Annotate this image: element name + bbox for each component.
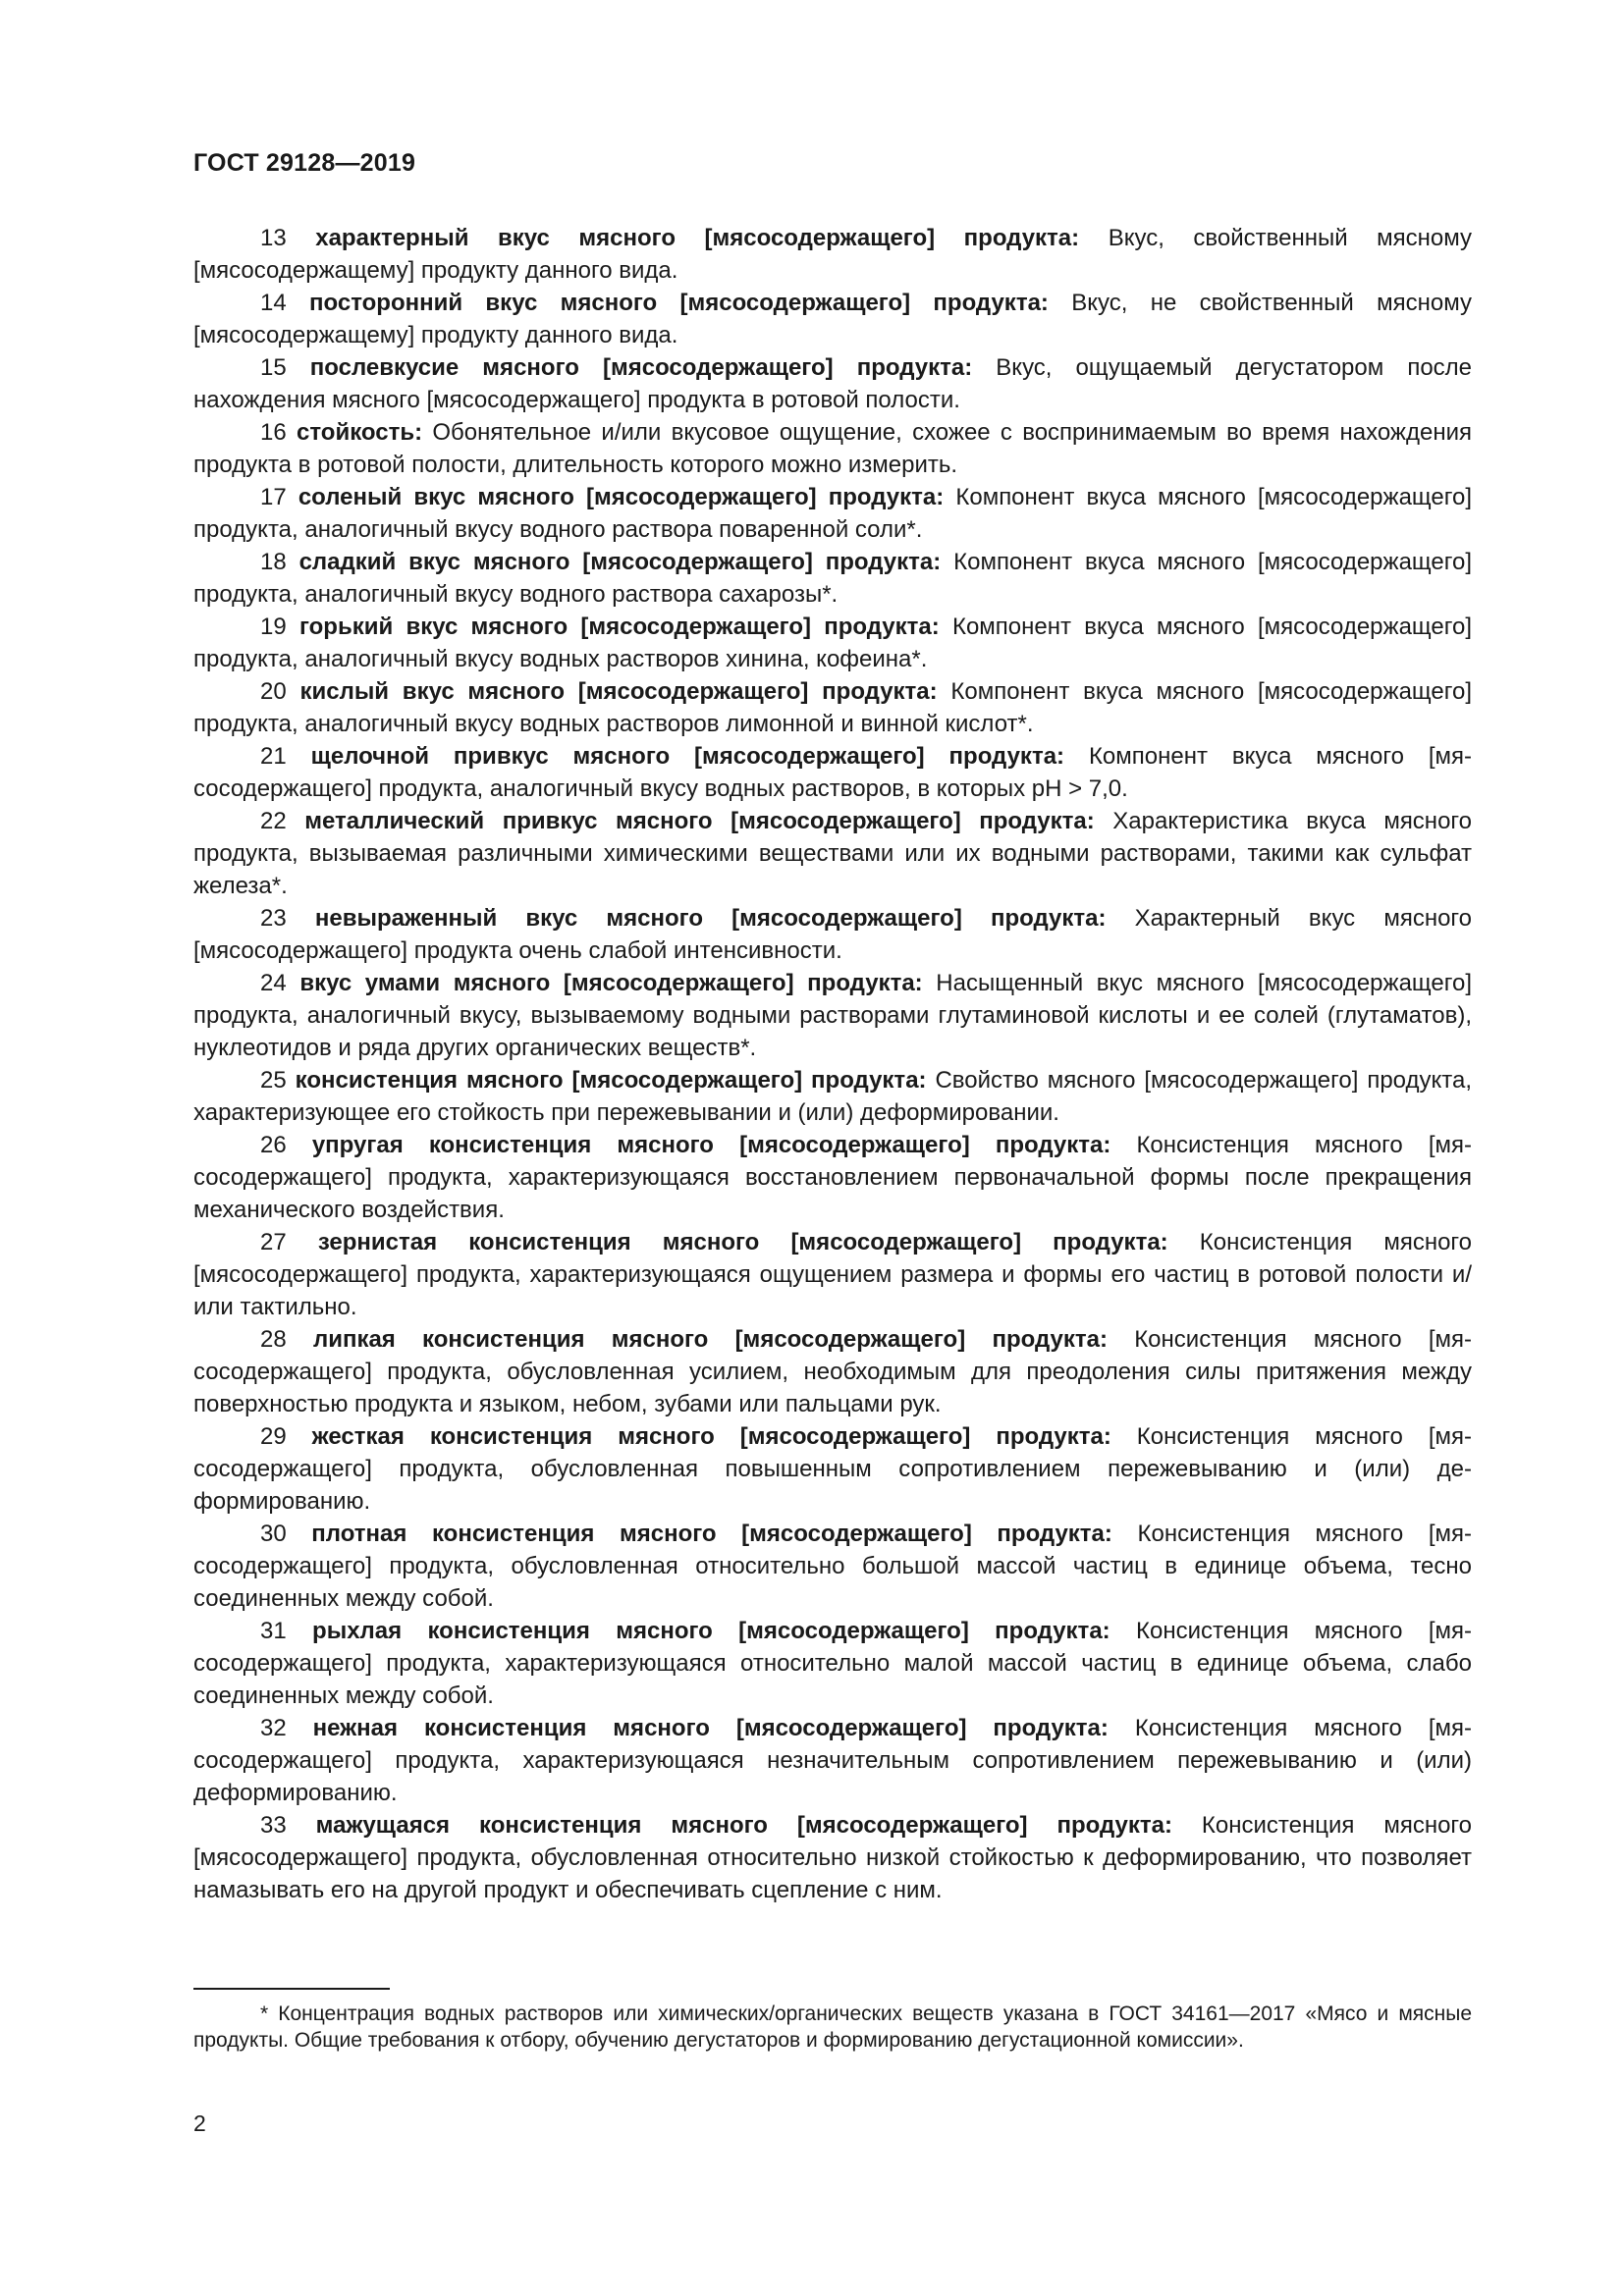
term-entry (193, 1615, 1472, 1712)
term-title: плотная консистенция мясного [мясосодержащего] продукта: (311, 1521, 1112, 1547)
term-title: зернистая консистенция мясного [мясосодержащего] продукта: (317, 1229, 1168, 1255)
term-title: упругая консистенция мясного [мясосодержащего] продукта: (311, 1132, 1111, 1158)
term-definition: Обонятельное и/или вкусовое ощущение, схожее с воспринимаемым во время нахождения продукта в ротовой полости, длительность которого можно измерить. (193, 419, 1472, 478)
term-entry (193, 1518, 1472, 1615)
term-number: 16 (260, 419, 287, 446)
term-number: 27 (260, 1229, 287, 1255)
term-definition: Консистенция мясного [мясосодержащего] продукта, обусловленная относительно низкой стойкостью к деформированию, что позволяет намазывать его на другой продукт и обеспечивать сцепление с ним. (193, 1812, 1472, 1903)
term-number: 28 (260, 1326, 287, 1353)
term-number: 24 (260, 970, 287, 996)
term-entry (193, 740, 1472, 805)
term-entry (193, 481, 1472, 546)
term-title: посторонний вкус мясного [мясосодержащего] продукта: (309, 290, 1049, 316)
term-title: соленый вкус мясного [мясосодержащего] продукта: (298, 484, 945, 510)
term-entry (193, 1712, 1472, 1809)
terms-list (193, 222, 1472, 1906)
term-definition: Вкус, ощущаемый дегустатором после нахождения мясного [мясосодержащего] продукта в ротовой полости. (193, 354, 1473, 413)
term-entry (193, 1064, 1472, 1129)
term-number: 22 (260, 808, 287, 834)
term-number: 18 (260, 549, 287, 575)
term-definition: Консистенция мясного [мясосодержащего] продукта, характеризующаяся восстановлением первоначальной формы после прекращения механического воздействия. (193, 1132, 1472, 1223)
term-number: 19 (260, 614, 287, 640)
term-title: кислый вкус мясного [мясосодержащего] продукта: (299, 678, 938, 705)
term-definition: Характеристика вкуса мясного продукта, вызываемая различными химическими веществами или их водными растворами, такими как сульфат железа*. (193, 808, 1472, 899)
term-definition: Консистенция мясного [мясосодержащего] продукта, обусловленная усилием, необходимым для преодоления силы притяжения между поверхностью продукта и языком, небом, зубами или пальцами рук. (193, 1326, 1472, 1417)
term-entry (193, 967, 1472, 1064)
term-definition: Компонент вкуса мясного [мясосодержащего] продукта, аналогичный вкусу водных растворов, в которых pH > 7,0. (193, 743, 1473, 802)
term-definition: Компонент вкуса мясного [мясосодержащего] продукта, аналогичный вкусу водного раствора поваренной соли*. (193, 484, 1472, 543)
term-title: стойкость: (297, 419, 423, 446)
term-title: жесткая консистенция мясного [мясосодержащего] продукта: (311, 1423, 1111, 1450)
document-header: ГОСТ 29128—2019 (193, 149, 416, 177)
term-definition: Свойство мясного [мясосодержащего] продукта, характеризующее его стойкость при пережевывании и (или) деформировании. (193, 1067, 1472, 1126)
term-number: 21 (260, 743, 287, 770)
term-number: 32 (260, 1715, 287, 1741)
term-entry (193, 287, 1472, 351)
term-definition: Компонент вкуса мясного [мясосодержащего] продукта, аналогичный вкусу водного раствора сахарозы*. (193, 549, 1472, 608)
term-entry (193, 675, 1472, 740)
term-number: 26 (260, 1132, 287, 1158)
term-definition: Компонент вкуса мясного [мясосодержащего] продукта, аналогичный вкусу водных растворов хинина, кофеина*. (193, 614, 1472, 672)
term-entry (193, 805, 1472, 902)
term-title: нежная консистенция мясного [мясосодержащего] продукта: (312, 1715, 1109, 1741)
term-entry (193, 416, 1472, 481)
page-number: 2 (193, 2110, 206, 2136)
term-title: мажущаяся консистенция мясного [мясосодержащего] продукта: (315, 1812, 1172, 1839)
term-number: 29 (260, 1423, 287, 1450)
term-number: 17 (260, 484, 287, 510)
term-title: вкус умами мясного [мясосодержащего] продукта: (299, 970, 923, 996)
term-title: сладкий вкус мясного [мясосодержащего] продукта: (298, 549, 942, 575)
term-definition: Насыщенный вкус мясного [мясосодержащего] продукта, аналогичный вкусу, вызываемому водными растворами глутаминовой кислоты и ее солей (глутаматов), нуклеотидов и ряда других органических веществ*. (193, 970, 1472, 1061)
term-entry (193, 546, 1472, 611)
term-entry (193, 1809, 1472, 1906)
term-entry (193, 351, 1472, 416)
term-title: металлический привкус мясного [мясосодержащего] продукта: (304, 808, 1095, 834)
term-number: 25 (260, 1067, 287, 1094)
term-definition: Консистенция мясного [мясосодержащего] продукта, характеризующаяся ощущением размера и формы его частиц в ротовой полости и/или тактильно. (193, 1229, 1473, 1320)
term-entry (193, 222, 1472, 287)
term-number: 30 (260, 1521, 287, 1547)
term-number: 14 (260, 290, 287, 316)
term-definition: Характерный вкус мясного [мясосодержащего] продукта очень слабой интенсивности. (193, 905, 1473, 964)
term-number: 33 (260, 1812, 287, 1839)
term-entry (193, 611, 1472, 675)
term-definition: Консистенция мясного [мясосодержащего] продукта, характеризующаяся относительно малой массой частиц в единице объема, слабо соединенных между собой. (193, 1618, 1472, 1709)
term-definition: Консистенция мясного [мясосодержащего] продукта, характеризующаяся незначительным сопротивлением пережевыванию и (или) деформированию. (193, 1715, 1473, 1806)
term-title: послевкусие мясного [мясосодержащего] продукта: (309, 354, 973, 381)
term-title: характерный вкус мясного [мясосодержащего] продукта: (315, 225, 1080, 251)
term-number: 15 (260, 354, 287, 381)
term-number: 23 (260, 905, 287, 932)
term-entry (193, 1129, 1472, 1226)
term-title: горький вкус мясного [мясосодержащего] продукта: (298, 614, 940, 640)
term-title: рыхлая консистенция мясного [мясосодержащего] продукта: (312, 1618, 1110, 1644)
term-number: 31 (260, 1618, 287, 1644)
term-entry (193, 902, 1472, 967)
term-number: 13 (260, 225, 287, 251)
footnote-divider (193, 1988, 390, 1990)
term-number: 20 (260, 678, 287, 705)
term-title: консистенция мясного [мясосодержащего] продукта: (295, 1067, 927, 1094)
term-definition: Вкус, не свойственный мясному [мясосодержащему] продукту данного вида. (193, 290, 1473, 348)
term-definition: Вкус, свойственный мясному [мясосодержащему] продукту данного вида. (193, 225, 1472, 284)
term-title: липкая консистенция мясного [мясосодержащего] продукта: (312, 1326, 1108, 1353)
term-entry (193, 1323, 1472, 1420)
term-title: щелочной привкус мясного [мясосодержащего] продукта: (310, 743, 1065, 770)
term-title: невыраженный вкус мясного [мясосодержащего] продукта: (314, 905, 1107, 932)
term-definition: Консистенция мясного [мясосодержащего] продукта, обусловленная относительно большой массой частиц в единице объема, тесно соединенных между собой. (193, 1521, 1472, 1612)
term-definition: Консистенция мясного [мясосодержащего] продукта, обусловленная повышенным сопротивлением пережевыванию и (или) деформированию. (193, 1423, 1473, 1515)
term-definition: Компонент вкуса мясного [мясосодержащего] продукта, аналогичный вкусу водных растворов лимонной и винной кислот*. (193, 678, 1472, 737)
term-entry (193, 1420, 1472, 1518)
footnote: * Концентрация водных растворов или химических/органических веществ указана в ГОСТ 34161—2017 «Мясо и мясные продукты. Общие требования к отбору, обучению дегустаторов и формированию дегустационной комиссии». (193, 2002, 1472, 2052)
term-entry (193, 1226, 1472, 1323)
